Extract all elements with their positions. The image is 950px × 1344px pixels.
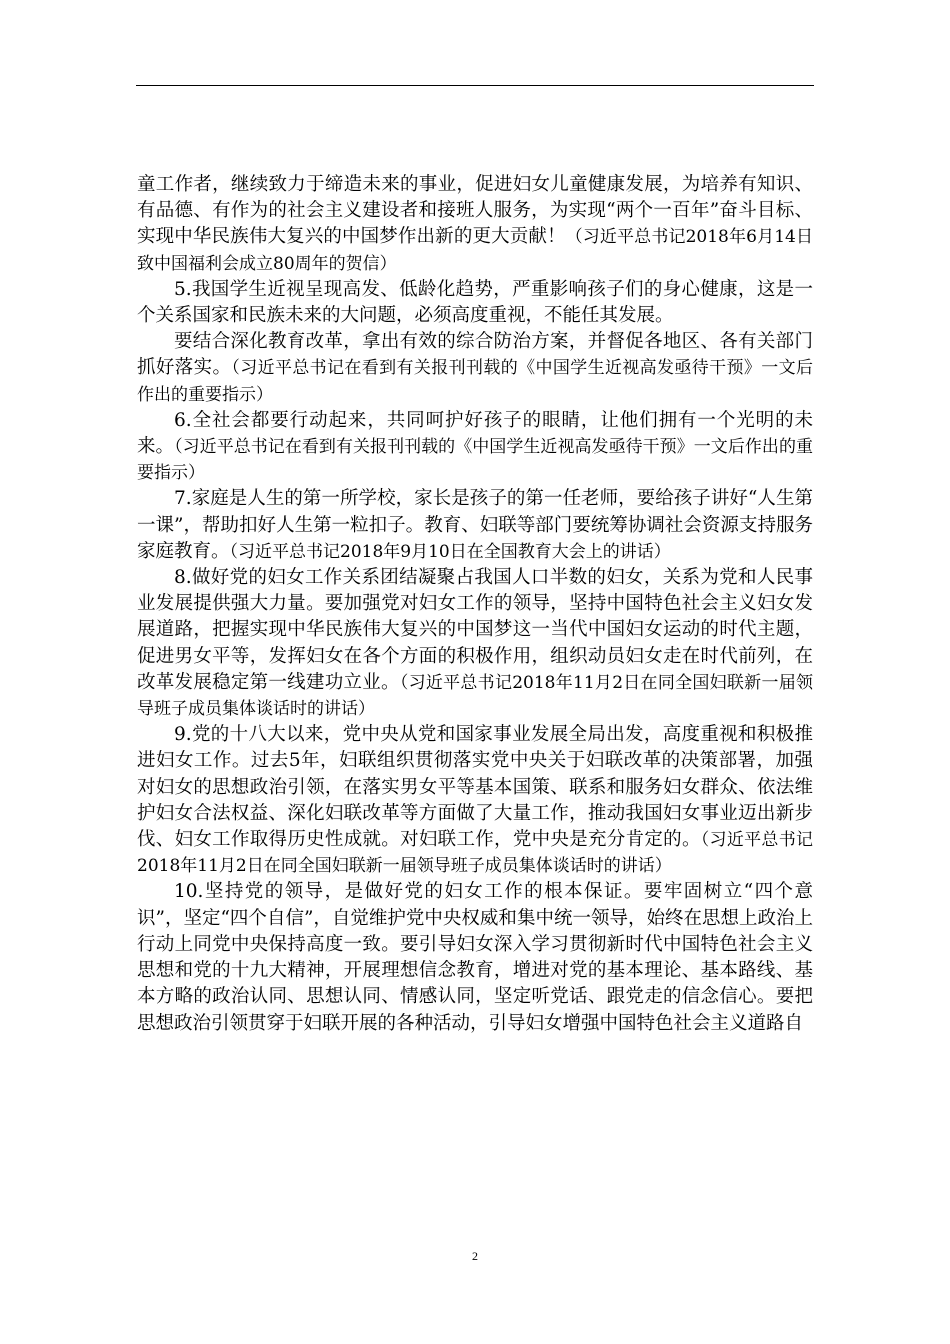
paragraph-text: 10.坚持党的领导，是做好党的妇女工作的根本保证。要牢固树立“四个意识”，坚定“四个自信”，自觉维护党中央权威和集中统一领导，始终在思想上政治上行动上同党中央保持高度一致。要引导妇女深入学习贯彻新时代中国特色社会主义思想和党的十九大精神，开展理想信念教育，增进对党的基本理论、基本路线、基本方略的政治认同、思想认同、情感认同，坚定听党话、跟党走的信念信心。要把思想政治引领贯穿于妇联开展的各种活动，引导妇女增强中国特色社会主义道路自: [137, 881, 813, 1034]
header-rule: [136, 85, 814, 86]
paragraph-4: [137, 408, 813, 487]
paragraph-1: [137, 172, 813, 277]
paragraph-citation: （习近平总书记2018年6月14日致中国福利会成立80周年的贺信）: [137, 227, 813, 274]
paragraph-text: 要结合深化教育改革，拿出有效的综合防治方案，并督促各地区、各有关部门抓好落实。: [137, 331, 813, 379]
paragraph-citation: （习近平总书记2018年11月2日在同全国妇联新一届领导班子成员集体谈话时的讲话）: [137, 672, 813, 720]
paragraph-text: 8.做好党的妇女工作关系团结凝聚占我国人口半数的妇女，关系为党和人民事业发展提供强大力量。要加强党对妇女工作的领导，坚持中国特色社会主义妇女发展道路，把握实现中华民族伟大复兴的中国梦这一当代中国妇女运动的时代主题，促进男女平等，发挥妇女在各个方面的积极作用，组织动员妇女走在时代前列，在改革发展稳定第一线建功立业。: [137, 567, 813, 693]
paragraph-text: 6.全社会都要行动起来，共同呵护好孩子的眼睛，让他们拥有一个光明的未来。: [137, 409, 813, 458]
paragraph-text: 童工作者，继续致力于缔造未来的事业，促进妇女儿童健康发展，为培养有知识、有品德、有作为的社会主义建设者和接班人服务，为实现“两个一百年”奋斗目标、实现中华民族伟大复兴的中国梦作出新的更大贡献！: [137, 174, 813, 248]
paragraph-citation: （习近平总书记2018年11月2日在同全国妇联新一届领导班子成员集体谈话时的讲话）: [137, 830, 813, 877]
paragraph-6: [137, 565, 813, 722]
paragraph-text: 9.党的十八大以来，党中央从党和国家事业发展全局出发，高度重视和积极推进妇女工作。过去5年，妇联组织贯彻落实党中央关于妇联改革的决策部署，加强对妇女的思想政治引领，在落实男女平等基本国策、联系和服务妇女群众、依法维护妇女合法权益、深化妇联改革等方面做了大量工作，推动我国妇女事业迈出新步伐、妇女工作取得历史性成就。对妇联工作，党中央是充分肯定的。: [137, 724, 813, 851]
paragraph-citation: （习近平总书记在看到有关报刊刊载的《中国学生近视高发亟待干预》一文后作出的重要指示）: [137, 358, 813, 405]
page-number: 2: [472, 1249, 478, 1263]
paragraph-citation: （习近平总书记2018年9月10日在全国教育大会上的讲话）: [229, 541, 671, 562]
paragraph-7: [137, 722, 813, 879]
paragraph-text: 5.我国学生近视呈现高发、低龄化趋势，严重影响孩子们的身心健康，这是一个关系国家和民族未来的大问题，必须高度重视，不能任其发展。: [137, 278, 813, 327]
paragraph-2: [137, 277, 813, 329]
paragraph-3: [137, 329, 813, 408]
paragraph-8: [137, 879, 813, 1036]
paragraph-5: [137, 486, 813, 565]
document-body: [137, 172, 813, 1037]
paragraph-citation: （习近平总书记在看到有关报刊刊载的《中国学生近视高发亟待干预》一文后作出的重要指示）: [137, 437, 813, 484]
paragraph-text: 7.家庭是人生的第一所学校，家长是孩子的第一任老师，要给孩子讲好“人生第一课”，帮助扣好人生第一粒扣子。教育、妇联等部门要统筹协调社会资源支持服务家庭教育。: [137, 488, 813, 562]
